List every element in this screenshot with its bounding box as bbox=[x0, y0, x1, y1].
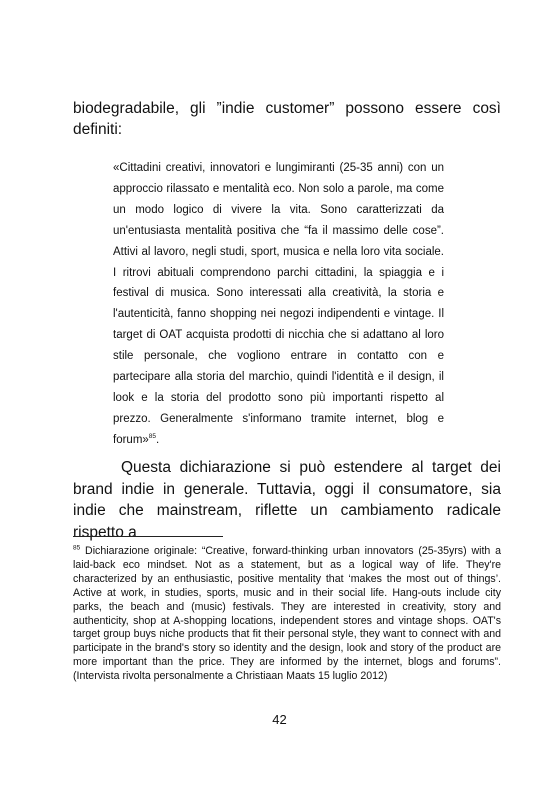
body-paragraph: Questa dichiarazione si può estendere al target dei brand indie in generale. Tuttavia, oggi il consumatore, sia indie che mainstream, riflette un cambiamento radicale rispetto a bbox=[73, 459, 501, 541]
footnote bbox=[73, 545, 501, 684]
page-number: 42 bbox=[272, 712, 287, 727]
footnote-text: Dichiarazione originale: “Creative, forward-thinking urban innovators (25-35yrs) with a laid-back eco mindset. Not as a statement, but as a logical way of life. They're characterized by an enthusiastic, positive mentality that ‘makes the most out of things’. Active at work, in studies, sports, music and in their social life. Hang-outs include city parks, the beach and (music) festivals. They are interested in creativity, story and authenticity, shop at A-shopping locations, independent stores and vintage shops. OAT's target group buys niche products that fit their personal style, they want to connect with and participate in the brand's story so identity and the design, look and story of the product are more important than the price. They are informed by the internet, blogs and forums”. (Intervista rivolta personalmente a Christiaan Maats 15 luglio 2012) bbox=[73, 545, 501, 683]
footnote-separator bbox=[73, 536, 223, 537]
block-quote: «Cittadini creativi, innovatori e lungimiranti (25-35 anni) con un approccio rilassato e mentalità eco. Non solo a parole, ma come un modo logico di vivere la vita. Sono caratterizzati da un'entusiasta mentalità positiva che “fa il massimo delle cose”. Attivi al lavoro, negli studi, sport, musica e nella loro vita sociale. I ritrovi abituali comprendono parchi cittadini, la spiaggia e i festival di musica. Sono interessati alla creatività, la storia e l'autenticità, fanno shopping nei negozi indipendenti e vintage. Il target di OAT acquista prodotti di nicchia che si adattano al loro stile personale, che vogliono entrare in contatto con e partecipare alla storia del marchio, quindi l'identità e il design, il look e la storia del prodotto sono più importanti rispetto al prezzo. Generalmente s'informano tramite internet, blog e forum»$^{85}$. bbox=[113, 162, 444, 446]
intro-text: biodegradabile, gli ”indie customer” possono essere così definiti: bbox=[73, 100, 501, 138]
quote-text: «Cittadini creativi, innovatori e lungimiranti (25-35 anni) con un approccio rilassato e mentalità eco. Non solo a parole, ma come un modo logico di vivere la vita. Sono caratterizzati da un'entusiasta mentalità positiva che “fa il massimo delle cose”. Attivi al lavoro, negli studi, sport, musica e nella loro vita sociale. I ritrovi abituali comprendono parchi cittadini, la spiaggia e i festival di musica. Sono interessati alla creatività, la storia e l'autenticità, fanno shopping nei negozi indipendenti e vintage. Il target di OAT acquista prodotti di nicchia che si adattano al loro stile personale, che vogliono entrare in contatto con e partecipare alla storia del marchio, quindi l'identità e il design, il look e la storia del prodotto sono più importanti rispetto al prezzo. Generalmente s'informano tramite internet, blog e forum» bbox=[113, 162, 444, 446]
footnote-reference: 85 bbox=[148, 432, 157, 440]
footnote-number: 85 bbox=[73, 544, 81, 552]
